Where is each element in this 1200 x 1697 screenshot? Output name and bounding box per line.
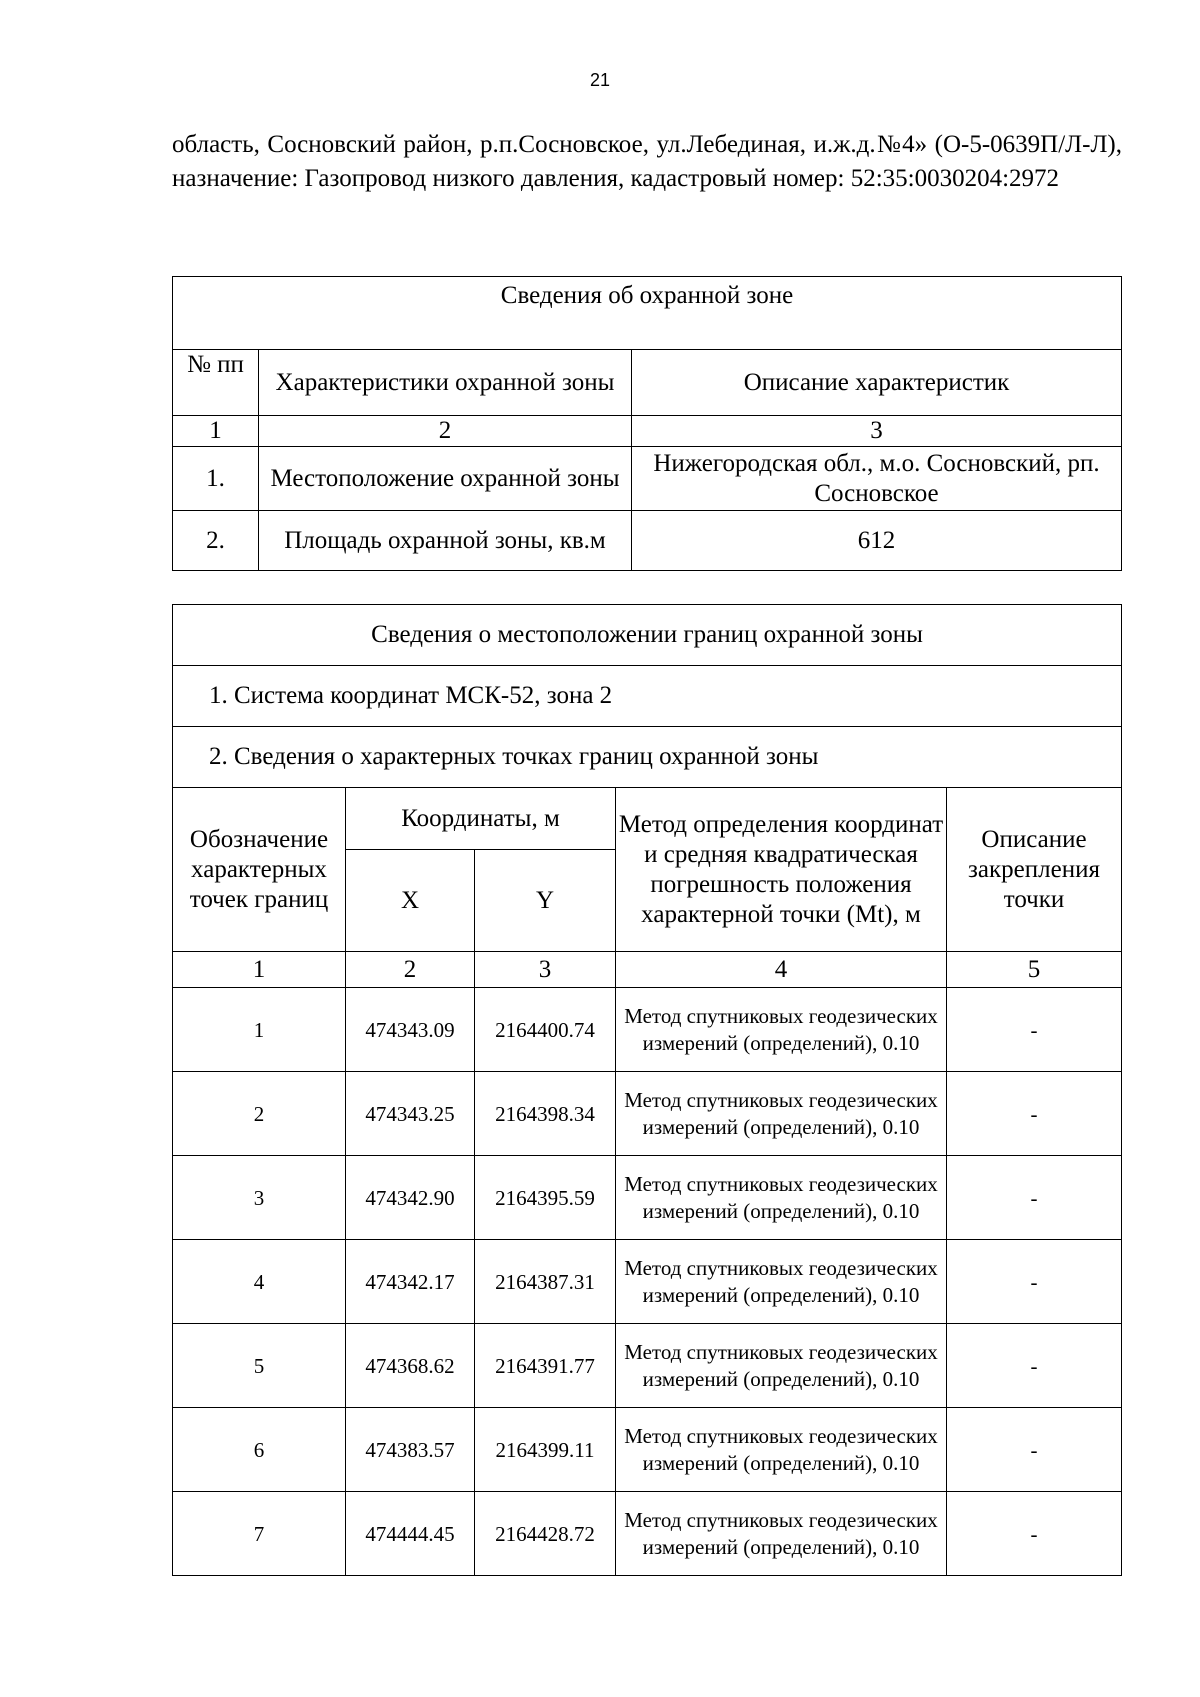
point-method: Метод спутниковых геодезических измерений (определений), 0.10 bbox=[616, 1324, 947, 1408]
point-x: 474342.90 bbox=[346, 1156, 475, 1240]
point-y: 2164428.72 bbox=[475, 1492, 616, 1576]
header-description: Описание характеристик bbox=[632, 350, 1122, 416]
protection-zone-table bbox=[172, 276, 1122, 571]
point-x: 474368.62 bbox=[346, 1324, 475, 1408]
point-fixing: - bbox=[947, 1324, 1122, 1408]
point-y: 2164400.74 bbox=[475, 988, 616, 1072]
col-number: 3 bbox=[475, 952, 616, 988]
point-fixing: - bbox=[947, 1408, 1122, 1492]
point-id: 1 bbox=[173, 988, 346, 1072]
row-num: 1. bbox=[173, 447, 259, 511]
col-number: 3 bbox=[632, 416, 1122, 447]
col-number: 5 bbox=[947, 952, 1122, 988]
header-coordinates: Координаты, м bbox=[346, 788, 616, 850]
point-x: 474343.25 bbox=[346, 1072, 475, 1156]
point-x: 474383.57 bbox=[346, 1408, 475, 1492]
point-y: 2164398.34 bbox=[475, 1072, 616, 1156]
col-number: 2 bbox=[346, 952, 475, 988]
row-characteristic: Местоположение охранной зоны bbox=[259, 447, 632, 511]
table-row bbox=[173, 1492, 1122, 1576]
point-method: Метод спутниковых геодезических измерений (определений), 0.10 bbox=[616, 1156, 947, 1240]
table-row bbox=[173, 988, 1122, 1072]
row-description: Нижегородская обл., м.о. Сосновский, рп. Сосновское bbox=[632, 447, 1122, 511]
point-method: Метод спутниковых геодезических измерений (определений), 0.10 bbox=[616, 1492, 947, 1576]
point-fixing: - bbox=[947, 1072, 1122, 1156]
point-fixing: - bbox=[947, 1156, 1122, 1240]
point-id: 3 bbox=[173, 1156, 346, 1240]
point-method: Метод спутниковых геодезических измерений (определений), 0.10 bbox=[616, 1408, 947, 1492]
table-row bbox=[173, 1072, 1122, 1156]
point-y: 2164395.59 bbox=[475, 1156, 616, 1240]
table-row bbox=[173, 1240, 1122, 1324]
point-x: 474342.17 bbox=[346, 1240, 475, 1324]
point-y: 2164387.31 bbox=[475, 1240, 616, 1324]
page-number: 21 bbox=[589, 70, 611, 90]
coord-system: 1. Система координат МСК-52, зона 2 bbox=[173, 666, 1122, 727]
col-number: 1 bbox=[173, 416, 259, 447]
header-designation: Обозначение характерных точек границ bbox=[173, 788, 346, 952]
point-x: 474343.09 bbox=[346, 988, 475, 1072]
point-fixing: - bbox=[947, 1240, 1122, 1324]
zone-table-title: Сведения об охранной зоне bbox=[173, 277, 1122, 350]
bounds-table-title: Сведения о местоположении границ охранной зоны bbox=[173, 605, 1122, 666]
point-method: Метод спутниковых геодезических измерений (определений), 0.10 bbox=[616, 1072, 947, 1156]
header-method: Метод определения координат и средняя квадратическая погрешность положения характерной точки (Mt), м bbox=[616, 788, 947, 952]
header-characteristic: Характеристики охранной зоны bbox=[259, 350, 632, 416]
row-characteristic: Площадь охранной зоны, кв.м bbox=[259, 511, 632, 571]
table-row bbox=[173, 1156, 1122, 1240]
row-description: 612 bbox=[632, 511, 1122, 571]
header-y: Y bbox=[475, 850, 616, 952]
point-y: 2164391.77 bbox=[475, 1324, 616, 1408]
point-x: 474444.45 bbox=[346, 1492, 475, 1576]
table-row bbox=[173, 1408, 1122, 1492]
header-num: № пп bbox=[173, 350, 259, 416]
point-id: 5 bbox=[173, 1324, 346, 1408]
point-method: Метод спутниковых геодезических измерений (определений), 0.10 bbox=[616, 988, 947, 1072]
boundary-points-table bbox=[172, 604, 1122, 1576]
point-id: 6 bbox=[173, 1408, 346, 1492]
point-fixing: - bbox=[947, 988, 1122, 1072]
col-number: 1 bbox=[173, 952, 346, 988]
point-id: 2 bbox=[173, 1072, 346, 1156]
point-fixing: - bbox=[947, 1492, 1122, 1576]
col-number: 2 bbox=[259, 416, 632, 447]
header-x: X bbox=[346, 850, 475, 952]
point-y: 2164399.11 bbox=[475, 1408, 616, 1492]
row-num: 2. bbox=[173, 511, 259, 571]
intro-paragraph: область, Сосновский район, р.п.Сосновское, ул.Лебединая, и.ж.д.№4» (О-5-0639П/Л-Л), назначение: Газопровод низкого давления, кадастровый номер: 52:35:0030204:2972 bbox=[172, 131, 1122, 192]
point-method: Метод спутниковых геодезических измерений (определений), 0.10 bbox=[616, 1240, 947, 1324]
point-id: 7 bbox=[173, 1492, 346, 1576]
col-number: 4 bbox=[616, 952, 947, 988]
points-body bbox=[173, 988, 1122, 1576]
point-id: 4 bbox=[173, 1240, 346, 1324]
header-fixing: Описание закрепления точки bbox=[947, 788, 1122, 952]
table-row bbox=[173, 1324, 1122, 1408]
points-section-title: 2. Сведения о характерных точках границ охранной зоны bbox=[173, 727, 1122, 788]
